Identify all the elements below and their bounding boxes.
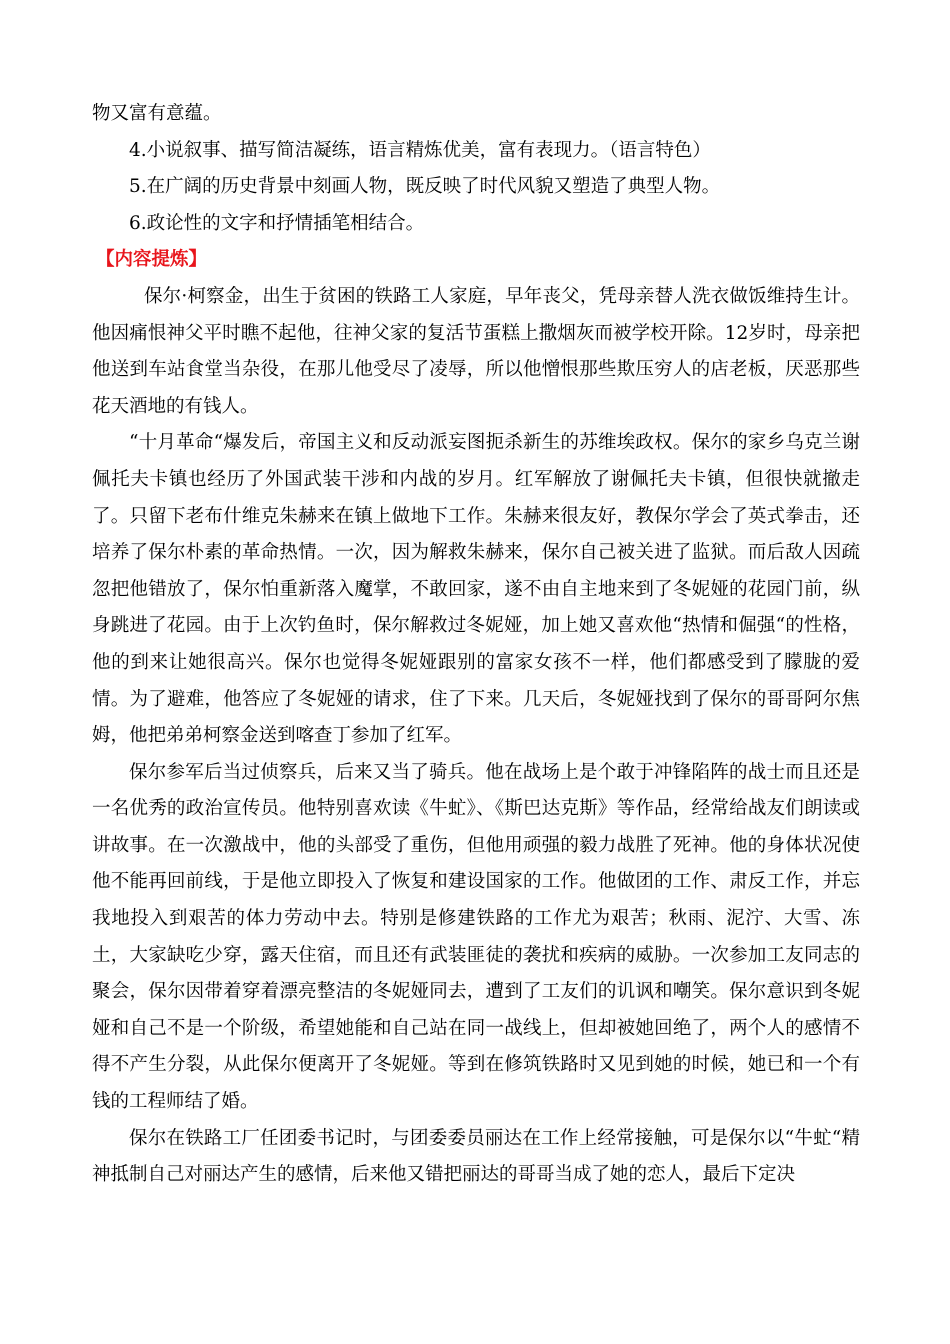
- section-heading-content-summary: 【内容提炼】: [96, 249, 208, 271]
- feature-item-6: 6.政论性的文字和抒情插笔相结合。: [129, 212, 425, 234]
- continued-line: 物又富有意蕴。: [92, 103, 222, 124]
- paragraph-1: 保尔·柯察金，出生于贫困的铁路工人家庭，早年丧父，凭母亲替人洗衣做饭维持生计。他因痛恨神父平时瞧不起他，往神父家的复活节蛋糕上撒烟灰而被学校开除。12岁时，母亲把他送到车站食堂当杂役，在那儿他受尽了凌辱，所以他憎恨那些欺压穷人的店老板，厌恶那些花天酒地的有钱人。: [92, 285, 860, 417]
- paragraph-3: 保尔参军后当过侦察兵，后来又当了骑兵。他在战场上是个敢于冲锋陷阵的战士而且还是一名优秀的政治宣传员。他特别喜欢读《牛虻》、《斯巴达克斯》等作品，经常给战友们朗读或讲故事。在一次激战中，他的头部受了重伤，但他用顽强的毅力战胜了死神。他的身体状况使他不能再回前线，于是他立即投入了恢复和建设国家的工作。他做团的工作、肃反工作，并忘我地投入到艰苦的体力劳动中去。特别是修建铁路的工作尤为艰苦；秋雨、泥泞、大雪、冻土，大家缺吃少穿，露天住宿，而且还有武装匪徒的袭扰和疾病的威胁。一次参加工友同志的聚会，保尔因带着穿着漂亮整洁的冬妮娅同去，遭到了工友们的讥讽和嘲笑。保尔意识到冬妮娅和自己不是一个阶级，希望她能和自己站在同一战线上，但却被她回绝了，两个人的感情不得不产生分裂，从此保尔便离开了冬妮娅。等到在修筑铁路时又见到她的时候，她已和一个有钱的工程师结了婚。: [92, 761, 860, 1113]
- paragraph-4: 保尔在铁路工厂任团委书记时，与团委委员丽达在工作上经常接触，可是保尔以“牛虻“精神抵制自己对丽达产生的感情，后来他又错把丽达的哥哥当成了她的恋人，最后下定决: [92, 1127, 860, 1186]
- document-body: [92, 96, 860, 1194]
- feature-item-4: 4.小说叙事、描写简洁凝练，语言精炼优美，富有表现力。（语言特色）: [129, 139, 711, 161]
- paragraph-2: “十月革命“爆发后，帝国主义和反动派妄图扼杀新生的苏维埃政权。保尔的家乡乌克兰谢佩托夫卡镇也经历了外国武装干涉和内战的岁月。红军解放了谢佩托夫卡镇，但很快就撤走了。只留下老布什维克朱赫来在镇上做地下工作。朱赫来很友好，教保尔学会了英式拳击，还培养了保尔朴素的革命热情。一次，因为解救朱赫来，保尔自己被关进了监狱。而后敌人因疏忽把他错放了，保尔怕重新落入魔掌，不敢回家，遂不由自主地来到了冬妮娅的花园门前，纵身跳进了花园。由于上次钓鱼时，保尔解救过冬妮娅，加上她又喜欢他“热情和倔强“的性格，他的到来让她很高兴。保尔也觉得冬妮娅跟别的富家女孩不一样，他们都感受到了朦胧的爱情。为了避难，他答应了冬妮娅的请求，住了下来。几天后，冬妮娅找到了保尔的哥哥阿尔焦姆，他把弟弟柯察金送到喀查丁参加了红军。: [92, 432, 860, 747]
- feature-item-5: 5.在广阔的历史背景中刻画人物，既反映了时代风貌又塑造了典型人物。: [129, 176, 721, 198]
